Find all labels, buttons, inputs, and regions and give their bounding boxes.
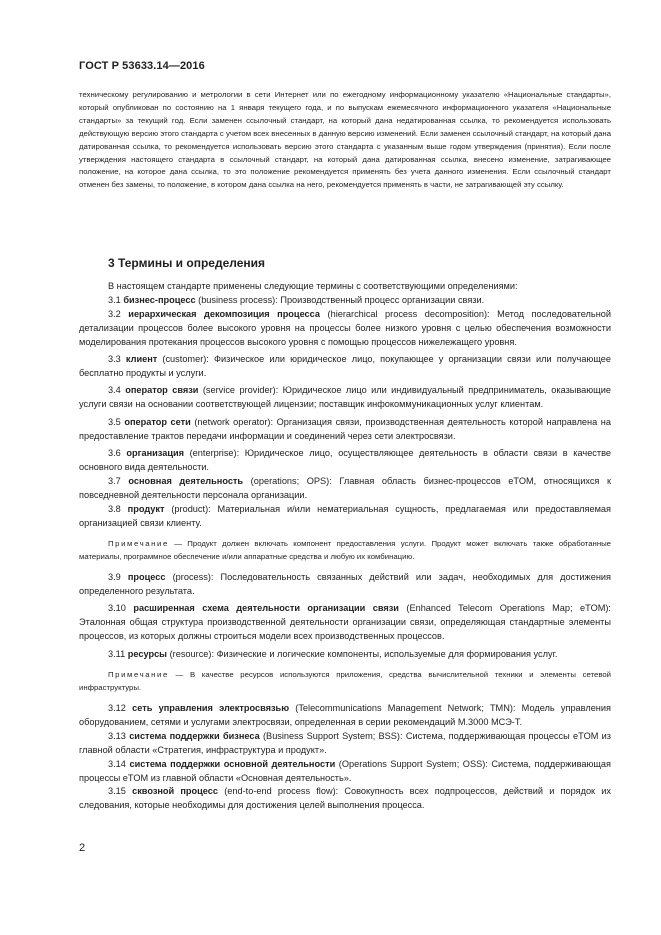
note-text: — Продукт должен включать компонент предоставления услуги. Продукт может включать также обработанные материалы, программное обеспечение и/или аппаратные средства и любую их комбинацию. <box>79 539 611 561</box>
term-definition: (network operator): Организация связи, производственная деятельность которой направлена на предоставление трактов передачи информации и соединений через сети электросвязи. <box>79 416 611 441</box>
term-entry-3-6 <box>79 447 611 475</box>
term-number: 3.3 <box>108 354 121 365</box>
section-title: 3 Термины и определения <box>108 256 266 270</box>
term-number: 3.4 <box>108 385 121 396</box>
term-number: 3.15 <box>108 786 126 797</box>
document-header: ГОСТ Р 53633.14—2016 <box>79 60 205 72</box>
term-name: расширенная схема деятельности организации связи <box>133 603 399 614</box>
term-definition: (Telecommunications Management Network; TMN): Модель управления оборудованием, сетями и услугами электросвязи, определенная в серии рекомендаций М.3000 МСЭ-Т. <box>79 703 611 727</box>
term-name: процесс <box>127 572 166 582</box>
term-number: 3.9 <box>108 572 121 582</box>
term-definition: (end-to-end process flow): Совокупность всех подпроцессов, действий и порядок их следования, которые необходимы для достижения целей выполнения процесса. <box>79 786 611 811</box>
intro-paragraph: техническому регулированию и метрологии в сети Интернет или по ежегодному информационному указателю «Национальные стандарты», который опубликован по состоянию на 1 января текущего года, и по выпускам ежемесячного информационного указателя «Национальные стандарты» за текущий год. Если заменен ссылочный стандарт, на который дана недатированная ссылка, то рекомендуется использовать действующую версию этого стандарта с учетом всех внесенных в данную версию изменений. Если заменен ссылочный стандарт, на который дана датированная ссылка, то рекомендуется использовать версию этого стандарта с указанным выше годом утверждения (принятия). Если после утверждения настоящего стандарта в ссылочный стандарт, на который дана датированная ссылка, внесено изменение, затрагивающее положение, на которое дана ссылка, то это положение рекомендуется применять без учета данного изменения. Если ссылочный стандарт отменен без замены, то положение, в котором дана ссылка на него, рекомендуется применять в части, не затрагивающей эту ссылку. <box>79 90 611 190</box>
term-definition: (hierarchical process decomposition): Метод последовательной детализации процессов более высокого уровня на процессы более низкого уровня с целью обеспечения возможности моделирования протекания процессов высокого уровня с помощью процессов нижележащего уровня. <box>79 308 612 347</box>
term-number: 3.2 <box>108 308 121 319</box>
term-definition: (operations; OPS): Главная область бизнес-процессов eTOM, относящихся к повседневной деятельности персонала организации. <box>79 475 612 500</box>
term-definition: (business process): Производственный процесс организации связи. <box>195 294 485 305</box>
term-entry-3-11 <box>79 648 611 662</box>
term-name: иерархическая декомпозиция процесса <box>128 308 321 319</box>
term-definition: (enterprise): Юридическое лицо, осуществляющее деятельность в области связи в качестве основного вида деятельности. <box>79 447 611 472</box>
term-entry-3-7 <box>79 475 611 503</box>
term-name: клиент <box>125 354 158 365</box>
term-name: основная деятельность <box>128 475 244 486</box>
term-definition: (Operations Support System; OSS): Система, поддерживающая процессы eTOM из главной области «Основная деятельность». <box>79 758 611 783</box>
term-number: 3.11 <box>108 648 126 659</box>
term-name: оператор сети <box>124 416 191 427</box>
term-entry-3-2 <box>79 308 611 350</box>
term-name: система поддержки бизнеса <box>129 730 260 741</box>
term-number: 3.10 <box>108 603 126 614</box>
term-definition: (customer): Физическое или юридическое лицо, покупающее у организации связи или получающее бесплатно продукты и услуги. <box>79 354 611 378</box>
term-entry-3-8 <box>79 503 611 531</box>
term-number: 3.12 <box>108 703 126 714</box>
term-number: 3.1 <box>108 294 121 305</box>
term-name: оператор связи <box>125 385 199 396</box>
term-number: 3.8 <box>108 503 121 514</box>
term-entry-3-15 <box>79 785 611 813</box>
term-name: ресурсы <box>127 648 168 659</box>
term-definition: (Business Support System; BSS): Система, поддерживающая процессы eTOM из главной области «Стратегия, инфраструктура и продукт». <box>79 730 611 755</box>
section-body <box>79 280 611 813</box>
term-name: система поддержки основной деятельности <box>129 758 336 769</box>
term-number: 3.14 <box>108 758 126 769</box>
term-name: продукт <box>127 503 165 514</box>
term-name: организация <box>126 447 184 458</box>
term-definition: (resource): Физические и логические компоненты, используемые для формирования услуг. <box>167 648 558 659</box>
term-entry-3-9 <box>79 571 611 599</box>
term-name: сеть управления электросвязью <box>132 703 290 714</box>
term-number: 3.13 <box>108 730 126 741</box>
note-label: Примечание <box>108 539 169 549</box>
term-entry-3-10 <box>79 602 611 644</box>
section-lead: В настоящем стандарте применены следующие термины с соответствующими определениями: <box>108 281 518 291</box>
term-definition: (product): Материальная и/или нематериальная сущность, предлагаемая или предоставляемая организацией связи клиенту. <box>79 503 612 528</box>
note-product <box>79 538 611 563</box>
term-name: сквозной процесс <box>132 786 219 797</box>
term-definition: (Enhanced Telecom Operations Map; eTOM): Эталонная общая структура производственной деятельности организации связи, определяющая стандартные элементы процессов, из которых должны строиться модели всех производственных процессов. <box>79 603 611 642</box>
term-entry-3-5 <box>79 416 611 444</box>
term-number: 3.7 <box>108 475 121 486</box>
term-number: 3.6 <box>108 447 121 458</box>
page-number: 2 <box>79 842 86 854</box>
term-definition: (service provider): Юридическое лицо или индивидуальный предприниматель, оказывающие услуги связи на основании соответствующей лицензии; поставщик инфокоммуникационных услуг клиентам. <box>79 385 611 410</box>
term-definition: (process): Последовательность связанных действий или задач, необходимых для достижения определенного результата. <box>79 572 611 596</box>
term-name: бизнес-процесс <box>123 294 196 305</box>
term-entry-3-12 <box>79 702 611 730</box>
term-entry-3-4 <box>79 384 611 412</box>
term-entry-3-1 <box>79 294 611 308</box>
term-number: 3.5 <box>108 416 121 427</box>
term-entry-3-13 <box>79 730 611 758</box>
note-resources <box>79 669 611 694</box>
term-entry-3-14 <box>79 758 611 786</box>
note-text: — В качестве ресурсов используются приложения, средства вычислительной техники и элементы сетевой инфраструктуры. <box>79 670 611 692</box>
note-label: Примечание <box>108 670 169 680</box>
term-entry-3-3 <box>79 353 611 381</box>
